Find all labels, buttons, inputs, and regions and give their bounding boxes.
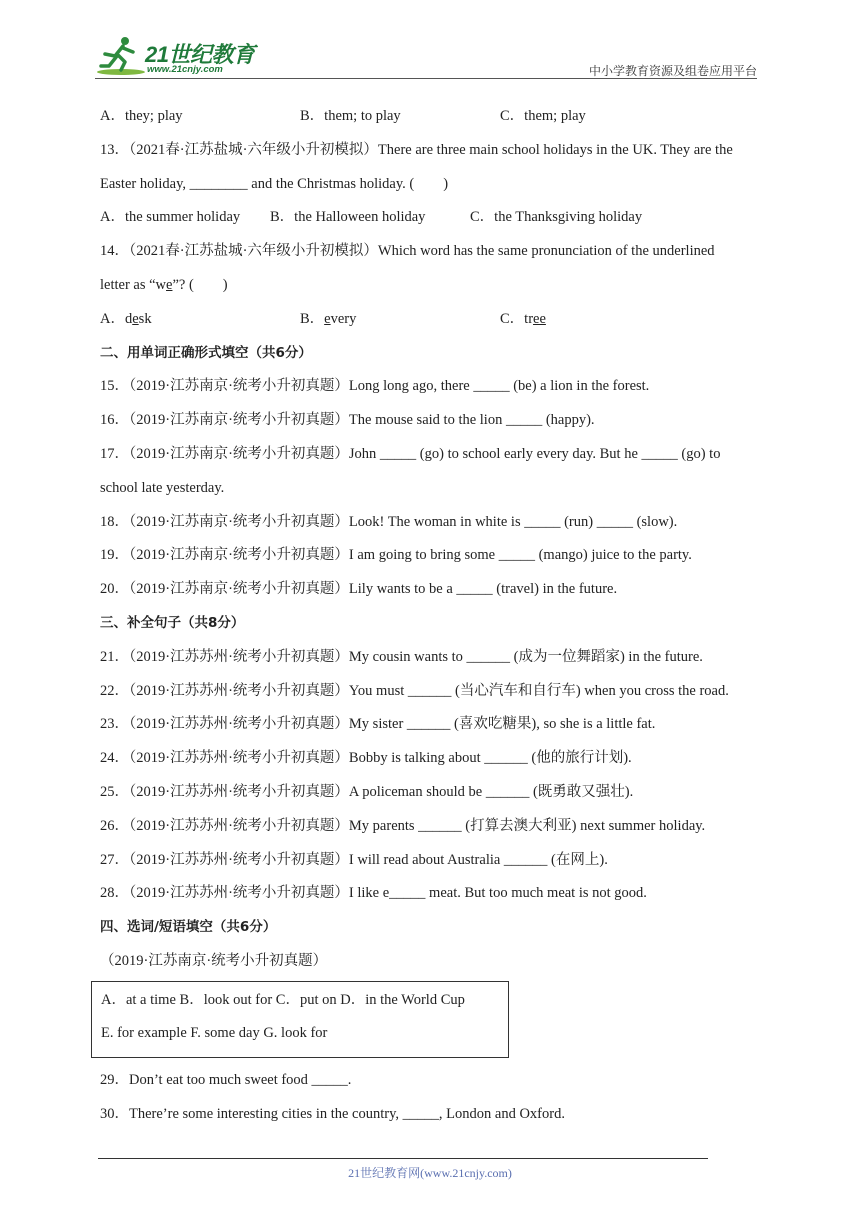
question-line: 28．（2019·江苏苏州·统考小升初真题）I like e_____ meat. But too much meat is not good. [100, 885, 647, 902]
option: B．them; to play [300, 108, 401, 124]
q14-options [100, 305, 765, 339]
question-line: 16．（2019·江苏南京·统考小升初真题）The mouse said to the lion _____ (happy). [100, 412, 595, 429]
page-header [95, 34, 757, 78]
header-platform-name: 中小学教育资源及组卷应用平台 [588, 64, 757, 78]
option: B．every [300, 310, 357, 327]
q13-options [100, 203, 765, 237]
question-line: 15．（2019·江苏南京·统考小升初真题）Long long ago, there _____ (be) a lion in the forest. [100, 378, 650, 395]
q13-stem-cont: Easter holiday, ________ and the Christmas holiday. ( ) [100, 175, 449, 192]
section-heading: 三、补全句子（共8分） [100, 614, 245, 631]
question-line: 20．（2019·江苏南京·统考小升初真题）Lily wants to be a _____ (travel) in the future. [100, 581, 618, 598]
question-line: 26．（2019·江苏苏州·统考小升初真题）My parents ______ (打算去澳大利亚) next summer holiday. [100, 817, 706, 834]
option: A．the summer holiday [100, 209, 241, 226]
section-heading: 四、选词/短语填空（共6分） [100, 919, 277, 936]
q14-stem-cont: letter as “we”? ( ) [100, 276, 228, 293]
question-line: 19．（2019·江苏南京·统考小升初真题）I am going to bring some _____ (mango) juice to the party. [100, 547, 692, 564]
q12-options [100, 102, 765, 136]
option: A．desk [100, 310, 152, 327]
question-line: school late yesterday. [100, 479, 225, 496]
q13-stem: 13．（2021春·江苏盐城·六年级小升初模拟）There are three main school holidays in the UK. They are the [100, 141, 733, 158]
word-bank-line: E. for example F. some day G. look for [101, 1025, 328, 1042]
option: C．the Thanksgiving holiday [470, 209, 643, 226]
runner-logo-icon [95, 34, 145, 78]
question-line: 27．（2019·江苏苏州·统考小升初真题）I will read about Australia ______ (在网上). [100, 851, 608, 868]
question-line: 17．（2019·江苏南京·统考小升初真题）John _____ (go) to school early every day. But he _____ (go) to [100, 445, 721, 462]
question-line: 30．There’re some interesting cities in the country, _____, London and Oxford. [100, 1105, 565, 1122]
option: A．they; play [100, 108, 183, 124]
option: C．them; play [500, 108, 586, 124]
page-footer: 21世纪教育网(www.21cnjy.com) [348, 1166, 512, 1180]
section-heading: 二、用单词正确形式填空（共6分） [100, 344, 312, 361]
question-line: 22．（2019·江苏苏州·统考小升初真题）You must ______ (当心汽车和自行车) when you cross the road. [100, 682, 729, 699]
option: C．tree [500, 310, 546, 327]
word-bank-box [91, 981, 509, 1058]
q14-stem: 14．（2021春·江苏盐城·六年级小升初模拟）Which word has the same pronunciation of the underlined [100, 243, 715, 260]
header-divider [95, 78, 757, 79]
question-content [100, 102, 765, 1133]
question-line: 23．（2019·江苏苏州·统考小升初真题）My sister ______ (喜欢吃糖果), so she is a little fat. [100, 716, 656, 733]
footer-divider [98, 1158, 708, 1159]
word-bank-line: A．at a time B．look out for C．put on D．in the World Cup [101, 991, 465, 1008]
logo-text: 21世纪教育 [145, 42, 255, 67]
option: B．the Halloween holiday [270, 209, 426, 226]
question-line: 21．（2019·江苏苏州·统考小升初真题）My cousin wants to ______ (成为一位舞蹈家) in the future. [100, 648, 703, 665]
section-source: （2019·江苏南京·统考小升初真题） [100, 952, 328, 969]
site-logo [95, 34, 265, 78]
question-line: 25．（2019·江苏苏州·统考小升初真题）A policeman should be ______ (既勇敢又强壮). [100, 783, 634, 800]
question-line: 18．（2019·江苏南京·统考小升初真题）Look! The woman in white is _____ (run) _____ (slow). [100, 513, 678, 530]
question-line: 29．Don’t eat too much sweet food _____. [100, 1071, 352, 1088]
logo-url: www.21cnjy.com [147, 64, 223, 75]
question-line: 24．（2019·江苏苏州·统考小升初真题）Bobby is talking about ______ (他的旅行计划). [100, 750, 632, 767]
